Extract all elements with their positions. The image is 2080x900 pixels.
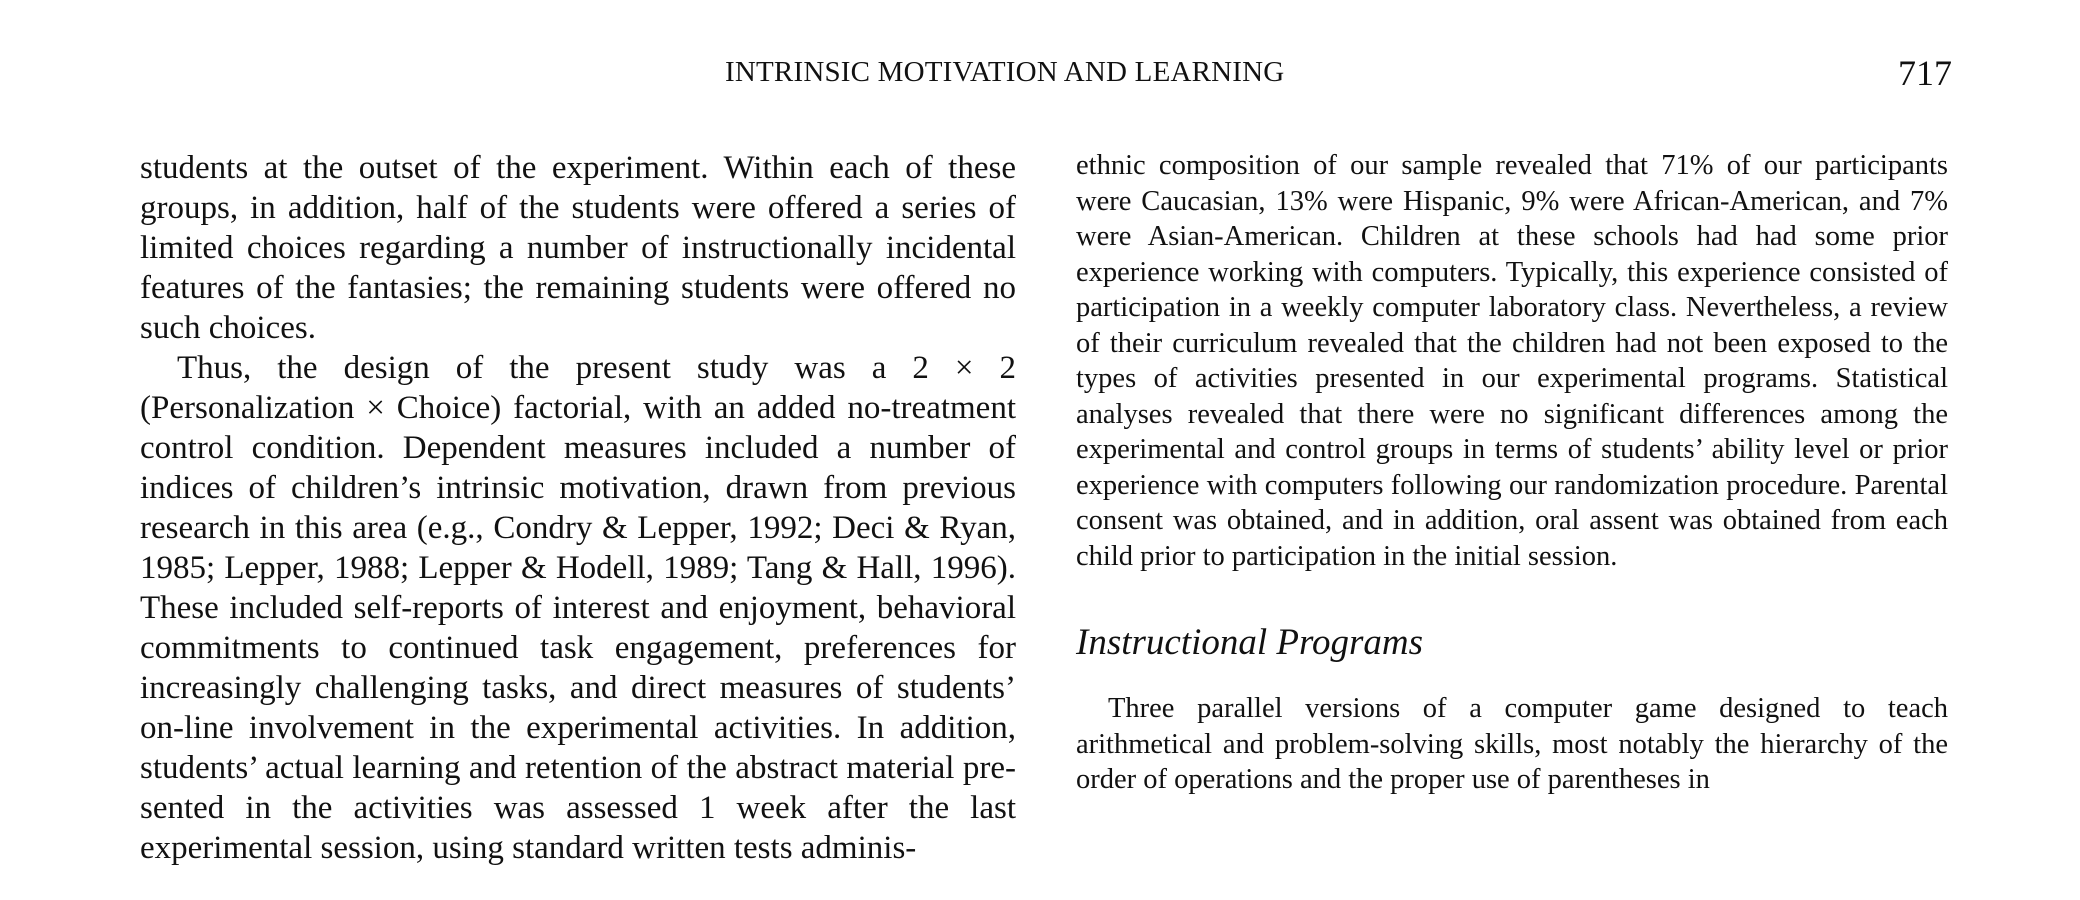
running-head bbox=[0, 53, 2080, 96]
right-paragraph-2: Three parallel versions of a computer game designed to teach arithmetical and problem-solving skills, most notably the hierarchy of the order of operations and the proper use of parentheses in bbox=[1076, 693, 1948, 795]
running-title: INTRINSIC MOTIVATION AND LEARNING bbox=[725, 56, 1285, 88]
left-paragraph-2: Thus, the design of the present study was a 2 × 2 (Personalization × Choice) factorial, with an added no-treatment control condition. Dependent measures included a number of indices of children’s intrinsic motivation, drawn from previous research in this area (e.g., Condry & Lepper, 1992; Deci & Ryan, 1985; Lepper, 1988; Lepper & Hodell, 1989; Tang & Hall, 1996). These included self-reports of interest and enjoyment, behavioral commitments to continued task engagement, preferences for increasingly challenging tasks, and direct measures of students’ on-line involvement in the experimental activities. In addition, students’ actual learning and retention of the abstract material presented in the activities was assessed 1 week after the last experimental session, using standard written tests adminis- bbox=[140, 350, 1016, 866]
right-paragraph-1: ethnic composition of our sample revealed that 71% of our participants were Caucasian, 13% were Hispanic, 9% were African-American, and 7% were Asian-American. Children at these schools had had some prior experience working with computers. Typically, this experience consisted of participation in a weekly computer laboratory class. Nevertheless, a review of their curriculum revealed that the children had not been exposed to the types of activities presented in our experimental programs. Statistical analyses revealed that there were no significant differences among the experimental and control groups in terms of students’ ability level or prior experience with computers following our randomization procedure. Parental consent was obtained, and in addition, oral assent was obtained from each child prior to participation in the initial session. bbox=[1076, 150, 1948, 572]
right-column bbox=[1076, 148, 1948, 798]
page-number: 717 bbox=[1898, 53, 1952, 93]
left-paragraph-1: students at the outset of the experiment. Within each of these groups, in addition, half of the students were offered a series of limited choices regarding a number of instructionally incidental features of the fantasies; the remaining students were offered no such choices. bbox=[140, 150, 1016, 346]
left-column bbox=[140, 148, 1016, 868]
section-heading: Instructional Programs bbox=[1076, 622, 1424, 663]
